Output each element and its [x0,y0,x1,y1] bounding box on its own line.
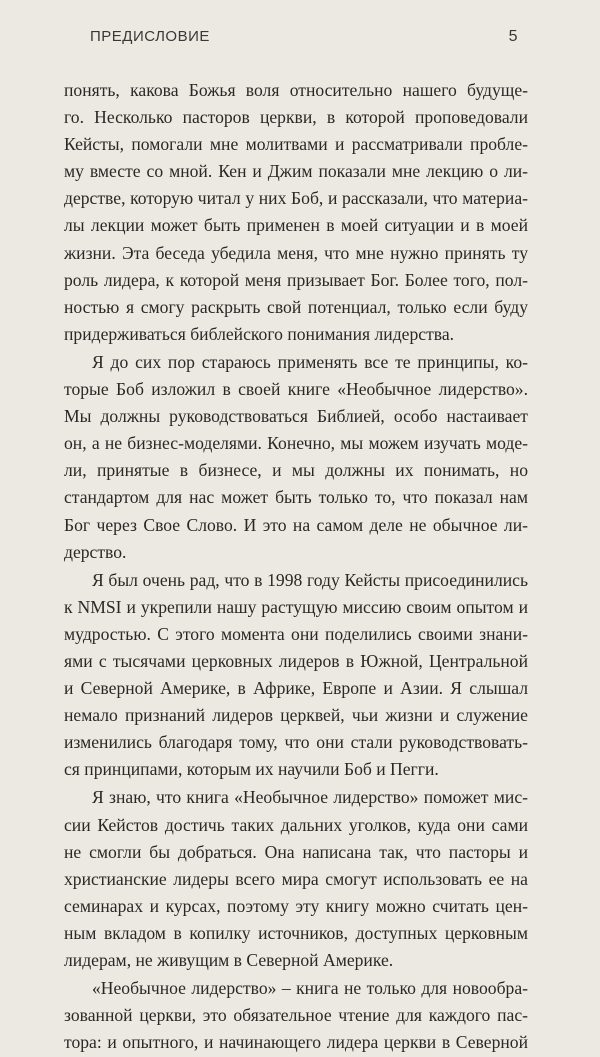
text-line: немало признаний лидеров церквей, чьи жизни и служение [64,705,528,726]
text-line: жизни. Эта беседа убедила меня, что мне нужно принять ту [64,242,528,263]
text-line: ным вкладом в копилку источников, доступных церковным [64,922,528,943]
text-line: семинарах и курсах, поэтому эту книгу можно считать цен- [64,895,528,916]
text-line: го. Несколько пасторов церкви, в которой проповедовали [64,107,528,128]
text-line: ями с тысячами церковных лидеров в Южной, Центральной [64,650,528,671]
text-line: Бог через Свое Слово. И это на самом деле не обычное ли- [64,514,528,535]
text-line: изменились благодаря тому, что они стали руководствовать- [64,732,528,753]
text-line: к NMSI и укрепили нашу растущую миссию своим опытом и [64,596,528,617]
text-line: Я знаю, что книга «Необычное лидерство» поможет мис- [92,787,528,808]
text-line: христианские лидеры всего мира смогут использовать ее на [64,868,528,889]
paragraph-2 [64,349,528,566]
text-line: зованной церкви, это обязательное чтение для каждого пас- [64,1005,528,1026]
paragraph-4 [64,784,528,974]
text-line: стандартом для нас может быть только то, что показал нам [64,487,528,508]
body-text [64,77,528,1057]
text-line: тора: и опытного, и начинающего лидера церкви в Северной [64,1032,528,1053]
text-line: лидерам, не живущим в Северной Америке. [64,950,394,970]
text-line: «Необычное лидерство» – книга не только для новообра- [92,978,528,999]
text-line: дерстве, которую читал у них Боб, и рассказали, что материа- [64,188,528,209]
paragraph-5 [64,975,528,1056]
text-line: Я до сих пор стараюсь применять все те принципы, ко- [92,351,528,372]
text-line: торые Боб изложил в своей книге «Необычное лидерство». [64,379,528,400]
paragraph-1 [64,77,528,348]
text-line: лы лекции может быть применен в моей ситуации и в моей [64,215,528,236]
text-line: мудростью. С этого момента они поделились своими знани- [64,623,528,644]
text-line: дерство. [64,541,127,562]
text-line: му вместе со мной. Кен и Джим показали мне лекцию о ли- [64,161,528,182]
text-line: сии Кейстов достичь таких дальних уголков, куда они сами [64,814,528,835]
running-title: ПРЕДИСЛОВИЕ [90,28,210,45]
text-line: ся принципами, которым их научили Боб и Пегги. [64,759,439,780]
text-line: ностью я смогу раскрыть свой потенциал, только если буду [64,296,528,317]
text-line: понять, какова Божья воля относительно нашего будуще- [64,80,528,100]
running-header [90,28,518,50]
text-line: придерживаться библейского понимания лидерства. [64,323,455,344]
text-line: не смогли бы добраться. Она написана так, что пасторы и [64,841,528,862]
text-line: Я был очень рад, что в 1998 году Кейсты присоединились [92,569,528,590]
text-line: роль лидера, к которой меня призывает Бог. Более того, пол- [64,269,528,290]
text-line: Кейсты, помогали мне молитвами и рассматривали пробле- [64,134,528,155]
page-number: 5 [508,28,518,45]
text-line: Мы должны руководствоваться Библией, особо настаивает [64,406,528,427]
text-line: ли, принятые в бизнесе, и мы должны их понимать, но [64,460,528,481]
text-line: он, а не бизнес-моделями. Конечно, мы можем изучать моде- [64,433,528,454]
paragraph-3 [64,567,528,784]
text-line: и Северной Америке, в Африке, Европе и Азии. Я слышал [64,678,528,699]
